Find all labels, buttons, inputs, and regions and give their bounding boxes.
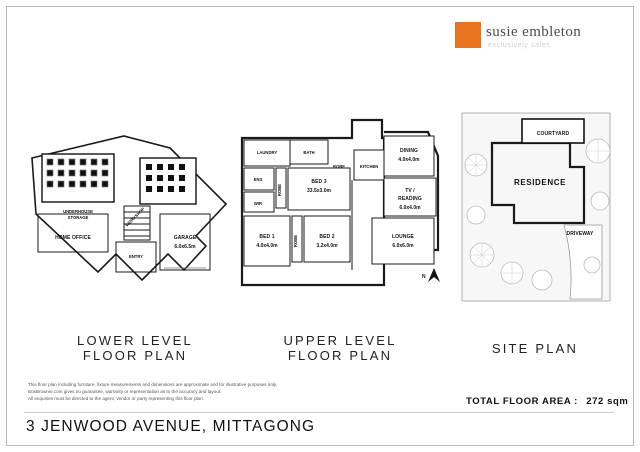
upper-room-bath: BATH	[303, 150, 315, 155]
caption-site-plan	[455, 341, 615, 356]
north-marker-label: N	[422, 274, 426, 280]
upper-level-plan	[232, 110, 452, 310]
caption-lower-level	[45, 333, 225, 363]
site-label-courtyard: COURTYARD	[536, 131, 570, 137]
lower-room-workshop: WORKSHOP	[124, 206, 146, 228]
brand-tagline: exclusively sales	[488, 42, 551, 49]
upper-room-laundry: LAUNDRY	[256, 150, 278, 155]
site-label-residence: RESIDENCE	[513, 178, 567, 187]
property-address: 3 JENWOOD AVENUE, MITTAGONG	[26, 418, 316, 435]
disclaimer-line-3: All enquiries must be directed to the agent, vendor or party representing this floor plan.	[28, 396, 204, 401]
upper-room-dining-dims: 4.0x4.0m	[398, 157, 420, 163]
caption-upper-line1: UPPER LEVEL	[283, 333, 397, 348]
lower-room-underhouse-storage-2: STORAGE	[67, 215, 89, 220]
total-floor-area-label: TOTAL FLOOR AREA :	[466, 396, 578, 407]
upper-room-bed2-dims: 3.2x4.0m	[316, 243, 338, 249]
caption-site-line1: SITE PLAN	[491, 341, 579, 356]
upper-room-kitchen: KITCHEN	[359, 164, 379, 169]
upper-room-robe-2: ROBE	[293, 234, 298, 248]
lower-room-garage-dims: 6.0x6.5m	[174, 244, 196, 250]
upper-room-ens: ENS	[253, 177, 263, 182]
disclaimer-line-1: This floor plan including furniture, fixture measurements and dimensions are approximate and for illustrative purposes only.	[28, 382, 278, 387]
total-floor-area-value: 272 sqm	[586, 396, 629, 407]
upper-room-lounge: LOUNGE	[392, 234, 414, 240]
caption-upper-line2: FLOOR PLAN	[287, 348, 393, 363]
upper-room-wir: WIR	[253, 201, 263, 206]
brand-name: susie embleton	[486, 24, 582, 40]
upper-room-bed1: BED 1	[259, 234, 275, 240]
upper-room-tv-reading-2: READING	[398, 196, 422, 202]
upper-room-robe-1: ROBE	[277, 183, 282, 197]
upper-room-bed3-dims: 33.5x3.0m	[307, 188, 331, 194]
upper-room-lounge-dims: 6.0x6.0m	[392, 243, 414, 249]
brand-swatch	[455, 22, 481, 48]
lower-room-entry: ENTRY	[128, 254, 144, 259]
address-divider	[24, 412, 614, 413]
upper-room-tv-reading-dims: 6.0x4.0m	[399, 205, 421, 211]
site-label-driveway: DRIVEWAY	[566, 231, 594, 237]
upper-room-bed1-dims: 4.0x4.0m	[256, 243, 278, 249]
brand-logo	[455, 22, 615, 62]
lower-room-underhouse-storage-1: UNDERHOUSE	[63, 209, 93, 214]
lower-level-plan	[20, 118, 250, 308]
north-marker	[422, 268, 440, 282]
lower-room-garage: GARAGE	[173, 235, 197, 241]
disclaimer	[28, 381, 328, 402]
upper-room-bed3: BED 3	[311, 179, 327, 185]
site-plan	[452, 105, 622, 315]
upper-room-robe-3: ROBE	[332, 164, 346, 169]
lower-room-home-office: HOME OFFICE	[55, 235, 91, 241]
caption-lower-line2: FLOOR PLAN	[82, 348, 188, 363]
upper-room-tv-reading-1: TV /	[405, 188, 415, 194]
upper-room-dining: DINING	[399, 148, 419, 154]
upper-room-bed2: BED 2	[319, 234, 335, 240]
disclaimer-line-2: BoxBrownie.com gives no guarantee, warranty or representation as to the accuracy and layout.	[28, 389, 222, 394]
total-floor-area	[466, 396, 628, 407]
caption-upper-level	[250, 333, 430, 363]
caption-lower-line1: LOWER LEVEL	[77, 333, 193, 348]
